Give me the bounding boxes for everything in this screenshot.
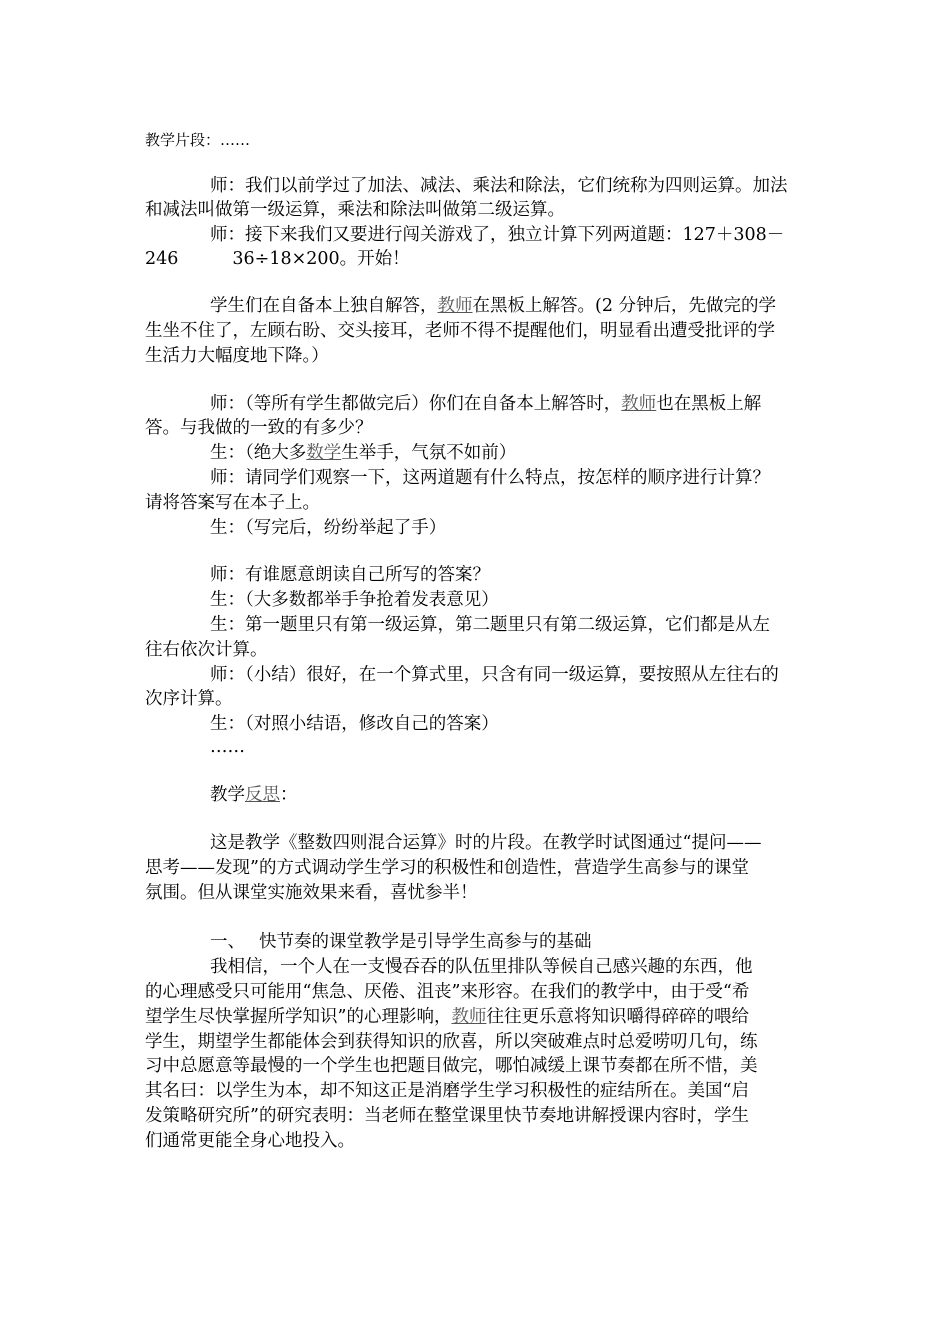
paragraph-line [145, 1004, 810, 1030]
paragraph-line: 师：我们以前学过了加法、减法、乘法和除法，它们统称为四则运算。加法 [210, 176, 788, 196]
math-expression: 246 [145, 249, 179, 269]
math-link[interactable]: 数学 [306, 443, 342, 463]
paragraph-line: 这是教学《整数四则混合运算》时的片段。在教学时试图通过“提问—— [210, 833, 762, 853]
paragraph-line: 请将答案写在本子上。 [145, 493, 320, 513]
text-span: 学生们在自备本上独自解答， [210, 296, 438, 316]
paragraph-line: 生：（写完后，纷纷举起了手） [210, 518, 447, 538]
text-span: 往往更乐意将知识嚼得碎碎的喂给 [486, 1007, 749, 1027]
paragraph-line: 思考——发现”的方式调动学生学习的积极性和创造性，营造学生高参与的课堂 [145, 858, 749, 878]
paragraph-line: 和减法叫做第一级运算，乘法和除法叫做第二级运算。 [145, 200, 565, 220]
text-span: 生举手，气氛不如前） [341, 443, 517, 463]
text-span: 师：（等所有学生都做完后）你们在自备本上解答时， [210, 394, 622, 414]
section-heading: 教学片段：…… [145, 131, 251, 149]
section-title-text: 快节奏的课堂教学是引导学生高参与的基础 [259, 932, 592, 952]
teacher-link[interactable]: 教师 [451, 1007, 487, 1027]
section-title [210, 929, 810, 955]
text-span: 也在黑板上解 [656, 394, 762, 414]
text-span: 教学 [210, 785, 245, 805]
paragraph-line: 氛围。但从课堂实施效果来看，喜忧参半！ [145, 883, 478, 903]
paragraph-line: 学生，期望学生都能体会到获得知识的欣喜，所以突破难点时总爱唠叨几句，练 [145, 1032, 758, 1052]
paragraph-line [145, 246, 810, 272]
paragraph-line: 师：（小结）很好，在一个算式里，只含有同一级运算，要按照从左往右的 [210, 665, 779, 685]
text-span: ： [280, 785, 298, 805]
paragraph-line [210, 293, 810, 319]
paragraph-line: 们通常更能全身心地投入。 [145, 1131, 355, 1151]
teacher-link[interactable]: 教师 [437, 296, 473, 316]
text-span: 望学生尽快掌握所学知识”的心理影响， [145, 1007, 452, 1027]
paragraph-line: 生：第一题里只有第一级运算，第二题里只有第二级运算，它们都是从左 [210, 615, 770, 635]
paragraph-line: 次序计算。 [145, 689, 233, 709]
math-expression: 36÷18×200。开始！ [232, 249, 410, 269]
paragraph-line: 习中总愿意等最慢的一个学生也把题目做完，哪怕减缓上课节奏都在所不惜，美 [145, 1056, 758, 1076]
text-span: 在黑板上解答。(2 分钟后，先做完的学 [472, 296, 777, 316]
paragraph-line: 生坐不住了，左顾右盼、交头接耳，老师不得不提醒他们，明显看出遭受批评的学 [145, 321, 775, 341]
reflection-heading [210, 782, 810, 808]
section-number: 一、 [210, 932, 245, 952]
paragraph-line: 我相信，一个人在一支慢吞吞的队伍里排队等候自己感兴趣的东西，他 [210, 957, 753, 977]
paragraph-line: 发策略研究所”的研究表明：当老师在整堂课里快节奏地讲解授课内容时，学生 [145, 1106, 749, 1126]
paragraph-line: 师：请同学们观察一下，这两道题有什么特点，按怎样的顺序进行计算？ [210, 468, 770, 488]
paragraph-line [210, 391, 810, 417]
reflection-link[interactable]: 反思 [245, 785, 280, 805]
paragraph-line: 往右依次计算。 [145, 640, 268, 660]
text-span: 生：（绝大多 [210, 443, 307, 463]
teacher-link[interactable]: 教师 [621, 394, 657, 414]
paragraph-line: 的心理感受只可能用“焦急、厌倦、沮丧”来形容。在我们的教学中，由于受“希 [145, 982, 750, 1002]
paragraph-line: 生活力大幅度地下降。） [145, 346, 329, 366]
paragraph-line: 生：（大多数都举手争抢着发表意见） [210, 590, 499, 610]
paragraph-line: 师：接下来我们又要进行闯关游戏了，独立计算下列两道题：127＋308－ [210, 225, 785, 245]
paragraph-line: 答。与我做的一致的有多少？ [145, 418, 373, 438]
paragraph-line: 生：（对照小结语，修改自己的答案） [210, 714, 499, 734]
paragraph-line: 其名曰：以学生为本，却不知这正是消磨学生学习积极性的症结所在。美国“启 [145, 1081, 749, 1101]
ellipsis: …… [210, 737, 245, 757]
paragraph-line: 师：有谁愿意朗读自己所写的答案？ [210, 565, 490, 585]
paragraph-line [210, 440, 810, 466]
